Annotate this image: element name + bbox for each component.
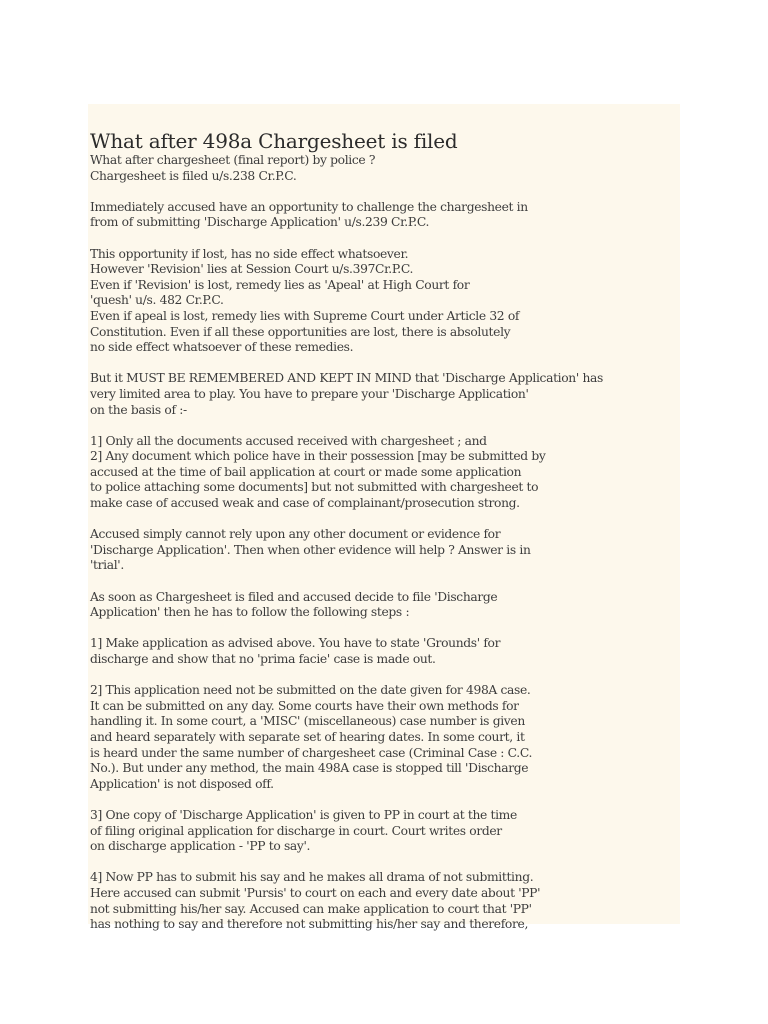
paragraph (90, 371, 680, 418)
paragraph (90, 434, 680, 512)
text-line: 2] Any document which police have in their possession [may be submitted by (90, 449, 546, 464)
paragraph (90, 200, 680, 231)
text-line: make case of accused weak and case of complainant/prosecution strong. (90, 496, 520, 511)
paragraph-gap (90, 855, 680, 871)
text-line: to police attaching some documents] but not submitted with chargesheet to (90, 480, 539, 495)
document-body (90, 153, 680, 933)
paragraph (90, 590, 680, 621)
text-line: What after chargesheet (final report) by police ? (90, 153, 376, 167)
text-line: However 'Revision' lies at Session Court u/s.397Cr.P.C. (90, 262, 414, 277)
text-line: 1] Only all the documents accused received with chargesheet ; and (90, 433, 487, 448)
text-line: 4] Now PP has to submit his say and he makes all drama of not submitting. (90, 870, 534, 885)
paragraph-gap (90, 792, 680, 808)
text-line: no side effect whatsoever of these remedies. (90, 340, 354, 355)
text-line: 'Discharge Application'. Then when other evidence will help ? Answer is in (90, 542, 531, 557)
paragraph (90, 870, 680, 932)
paragraph-gap (90, 184, 680, 200)
text-line: 1] Make application as advised above. You have to state 'Grounds' for (90, 636, 501, 651)
text-line: No.). But under any method, the main 498A case is stopped till 'Discharge (90, 761, 529, 776)
paragraph (90, 153, 680, 184)
text-line: on discharge application - 'PP to say'. (90, 839, 311, 854)
text-line: discharge and show that no 'prima facie' case is made out. (90, 652, 436, 666)
paragraph (90, 247, 680, 356)
text-line: is heard under the same number of chargesheet case (Criminal Case : C.C. (90, 745, 533, 760)
text-line: of filing original application for discharge in court. Court writes order (90, 823, 502, 838)
text-line: Constitution. Even if all these opportunities are lost, there is absolutely (90, 324, 511, 339)
paragraph-gap (90, 512, 680, 528)
text-line: 3] One copy of 'Discharge Application' is given to PP in court at the time (90, 807, 517, 822)
text-line: on the basis of :- (90, 402, 187, 417)
paragraph-gap (90, 418, 680, 434)
text-line: 'trial'. (90, 558, 124, 573)
text-line: very limited area to play. You have to prepare your 'Discharge Application' (90, 386, 529, 401)
document-page (88, 104, 680, 932)
text-line: But it MUST BE REMEMBERED AND KEPT IN MIND that 'Discharge Application' has (90, 371, 603, 386)
document-title: What after 498a Chargesheet is filed (90, 129, 458, 153)
text-line: It can be submitted on any day. Some courts have their own methods for (90, 698, 519, 713)
text-line: This opportunity if lost, has no side effect whatsoever. (90, 246, 409, 261)
text-line: 2] This application need not be submitted on the date given for 498A case. (90, 683, 531, 698)
paragraph (90, 636, 680, 667)
text-line: and heard separately with separate set of hearing dates. In some court, it (90, 729, 525, 744)
text-line: Application' then he has to follow the following steps : (90, 605, 410, 620)
text-line: As soon as Chargesheet is filed and accused decide to file 'Discharge (90, 589, 498, 604)
text-line: Even if apeal is lost, remedy lies with Supreme Court under Article 32 of (90, 308, 520, 323)
paragraph (90, 527, 680, 574)
paragraph (90, 808, 680, 855)
text-line: handling it. In some court, a 'MISC' (miscellaneous) case number is given (90, 714, 525, 729)
text-line: Even if 'Revision' is lost, remedy lies as 'Apeal' at High Court for (90, 277, 470, 292)
text-line: accused at the time of bail application at court or made some application (90, 464, 522, 479)
text-line: not submitting his/her say. Accused can make application to court that 'PP' (90, 901, 532, 916)
text-line: from of submitting 'Discharge Application' u/s.239 Cr.P.C. (90, 215, 430, 230)
paragraph-gap (90, 231, 680, 247)
text-line: 'quesh' u/s. 482 Cr.P.C. (90, 293, 224, 308)
text-line: Immediately accused have an opportunity to challenge the chargesheet in (90, 199, 528, 214)
text-line: Application' is not disposed off. (90, 776, 274, 791)
text-line: Accused simply cannot rely upon any other document or evidence for (90, 527, 501, 542)
text-line: Here accused can submit 'Pursis' to court on each and every date about 'PP' (90, 885, 541, 900)
paragraph-gap (90, 668, 680, 684)
paragraph-gap (90, 621, 680, 637)
text-line: Chargesheet is filed u/s.238 Cr.P.C. (90, 168, 297, 183)
text-line: has nothing to say and therefore not submitting his/her say and therefore, (90, 917, 529, 932)
paragraph-gap (90, 356, 680, 372)
paragraph-gap (90, 574, 680, 590)
paragraph (90, 683, 680, 792)
